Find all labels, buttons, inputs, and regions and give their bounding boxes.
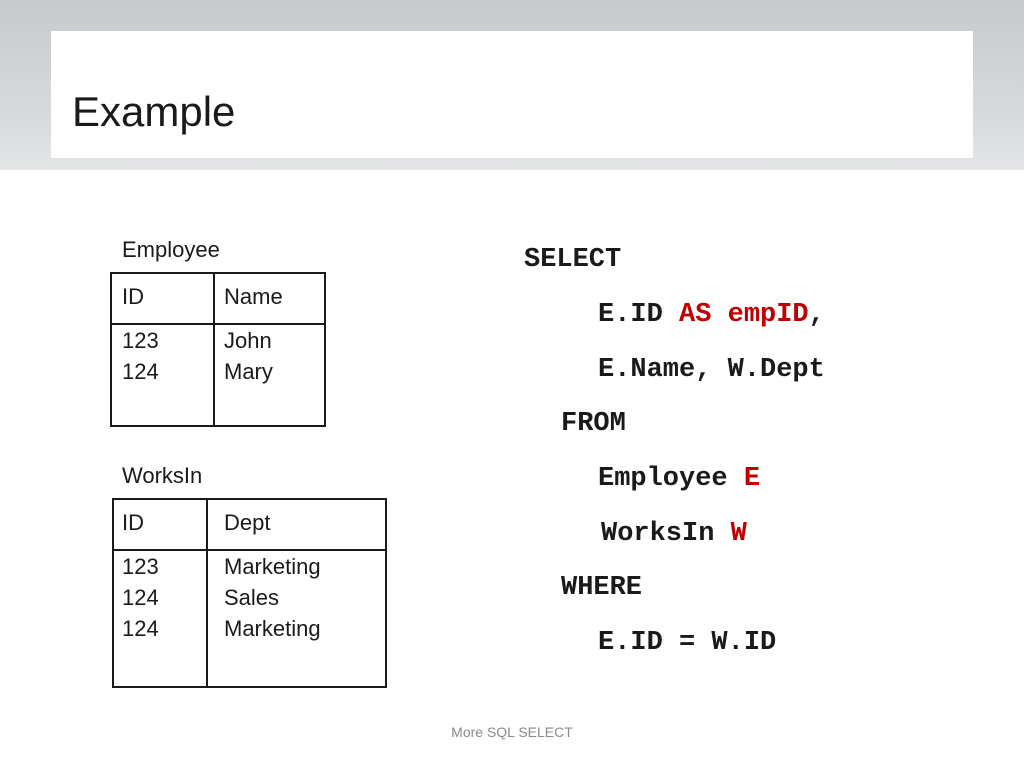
sql-comma: , <box>808 300 825 330</box>
sql-where-condition: E.ID = W.ID <box>598 628 777 658</box>
sql-from-keyword: FROM <box>561 409 626 439</box>
sql-column-eid: E.ID <box>598 300 680 330</box>
slide-title: Example <box>72 88 236 135</box>
sql-select-line-2: E.Name, W.Dept <box>598 355 825 385</box>
sql-from-line-2 <box>601 519 747 549</box>
worksin-row-1-id: 123 <box>122 554 159 579</box>
worksin-table <box>112 498 387 688</box>
worksin-row-2-id: 124 <box>122 585 159 610</box>
worksin-row-2-dept: Sales <box>224 585 280 610</box>
employee-row-1-id: 123 <box>122 328 159 353</box>
employee-row-2-name: Mary <box>224 359 273 384</box>
sql-alias-e: E <box>743 464 761 494</box>
worksin-table-caption: WorksIn <box>122 463 203 488</box>
worksin-header-id: ID <box>122 510 144 535</box>
sql-select-keyword: SELECT <box>524 245 622 275</box>
slide-footer: More SQL SELECT <box>451 724 573 740</box>
employee-table-column-divider <box>213 274 215 425</box>
sql-table-employee: Employee <box>598 464 744 494</box>
employee-row-1-name: John <box>224 328 272 353</box>
employee-header-name: Name <box>224 284 283 309</box>
sql-where-keyword: WHERE <box>561 573 643 603</box>
worksin-table-column-divider <box>206 500 208 686</box>
sql-select-line-1 <box>598 300 825 330</box>
employee-table-caption: Employee <box>122 237 220 262</box>
worksin-header-dept: Dept <box>224 510 271 535</box>
employee-header-id: ID <box>122 284 144 309</box>
sql-alias-empid: AS empID <box>679 300 809 330</box>
employee-row-2-id: 124 <box>122 359 159 384</box>
employee-table <box>110 272 326 427</box>
worksin-row-3-id: 124 <box>122 616 159 641</box>
worksin-row-1-dept: Marketing <box>224 554 321 579</box>
sql-table-worksin: WorksIn <box>601 519 731 549</box>
sql-from-line-1 <box>598 464 760 494</box>
worksin-row-3-dept: Marketing <box>224 616 321 641</box>
sql-alias-w: W <box>730 519 747 549</box>
